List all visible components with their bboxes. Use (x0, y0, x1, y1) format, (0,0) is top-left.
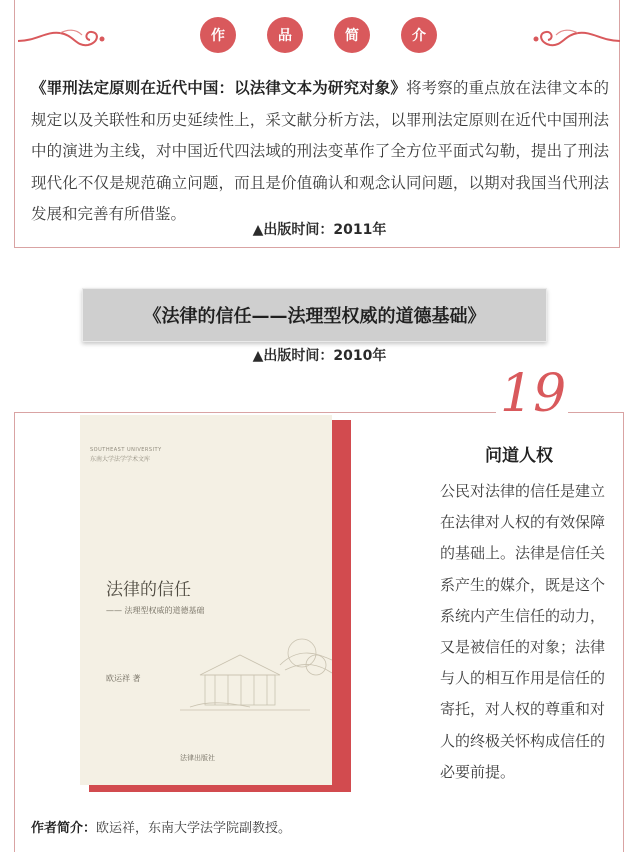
building-illustration (80, 615, 332, 735)
right-swirl-ornament (530, 27, 622, 51)
book-cover-subtitle: —— 法理型权威的道德基础 (106, 606, 205, 615)
section-title: 问道人权 (485, 446, 553, 466)
feature-book-title: 《法律的信任——法理型权威的道德基础》 (82, 288, 547, 342)
book-cover-image (80, 415, 332, 785)
author-intro (31, 817, 291, 836)
tab-jie: 介 (401, 17, 437, 53)
tab-zuo: 作 (200, 17, 236, 53)
author-label: 作者简介： (31, 821, 97, 836)
section-header (0, 17, 639, 53)
feature-publish-date: ▲出版时间：2010年 (252, 348, 387, 364)
item-number: 19 (500, 364, 567, 424)
book-cover-author: 欧运祥 著 (106, 674, 141, 683)
feature-body-text: 公民对法律的信任是建立在法律对人权的有效保障的基础上。法律是信任关系产生的媒介，既是这个系统内产生信任的动力，又是被信任的对象；法律与人的相互作用是信任的寄托，对人权的尊重和对人的终极关怀构成信任的必要前提。 (440, 482, 606, 781)
intro-publish-date: ▲出版时间：2011年 (252, 222, 387, 238)
book-series: 东南大学法学学术文库 (90, 456, 151, 463)
intro-text: 将考察的重点放在法律文本的规定以及关联性和历史延续性上，采文献分析方法，以罪刑法定原则在近代中国刑法中的演进为主线，对中国近代四法域的刑法变革作了全方位平面式勾勒，提出了刑法现代化不仅是规范确立问题，而且是价值确认和观念认同问题，以期对我国当代刑法发展和完善有所借鉴。 (31, 79, 609, 224)
intro-paragraph (31, 73, 609, 231)
book-cover-publisher: 法律出版社 (180, 754, 215, 762)
book-series-en: SOUTHEAST UNIVERSITY (90, 447, 162, 453)
author-text: 欧运祥，东南大学法学院副教授。 (96, 821, 292, 836)
left-swirl-ornament (16, 27, 108, 51)
tab-pin: 品 (267, 17, 303, 53)
intro-book-title: 《罪刑法定原则在近代中国：以法律文本为研究对象》 (31, 79, 406, 97)
book-cover-title: 法律的信任 (106, 580, 191, 600)
tab-jian: 简 (334, 17, 370, 53)
